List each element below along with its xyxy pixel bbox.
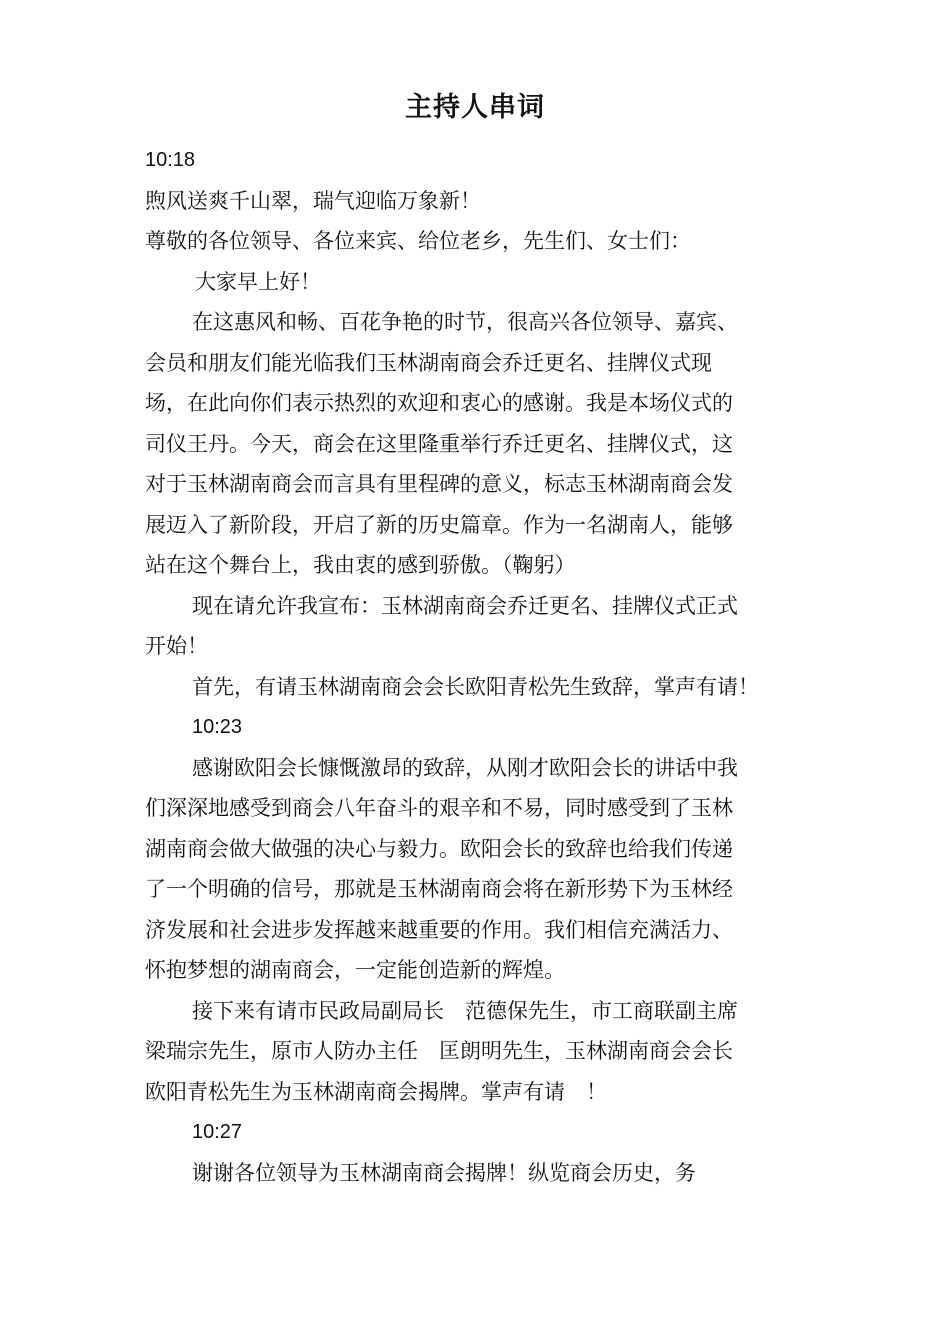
timestamp-3: 10:27 [192,1121,243,1143]
paragraph-line: 开始！ [145,634,208,658]
document-title: 主持人串词 [405,92,545,123]
paragraph-line: 接下来有请市民政局副局长 范德保先生，市工商联副主席 [192,998,738,1023]
paragraph-unveiling [145,991,810,1113]
opening-line: 煦风送爽千山翠，瑞气迎临万象新！ [145,188,481,213]
paragraph-line: 会员和朋友们能光临我们玉林湖南商会乔迁更名、挂牌仪式现 [145,350,712,375]
paragraph-line: 们深深地感受到商会八年奋斗的艰辛和不易，同时感受到了玉林 [145,796,733,820]
timestamp-2: 10:23 [192,716,243,738]
timestamp-1: 10:18 [145,149,196,171]
paragraph-line: 欧阳青松先生为玉林湖南商会揭牌。掌声有请 ！ [145,1079,607,1104]
paragraph-line: 济发展和社会进步发挥越来越重要的作用。我们相信充满活力、 [145,917,733,942]
document-body [145,140,810,1193]
paragraph-closing: 谢谢各位领导为玉林湖南商会揭牌！纵览商会历史，务 [192,1160,696,1185]
paragraph-line: 在这惠风和畅、百花争艳的时节，很高兴各位领导、嘉宾、 [192,310,738,334]
paragraph-invite-speech: 首先，有请玉林湖南商会会长欧阳青松先生致辞，掌声有请！ [192,674,759,699]
paragraph-line: 对于玉林湖南商会而言具有里程碑的意义，标志玉林湖南商会发 [145,472,733,496]
paragraph-line: 梁瑞宗先生，原市人防办主任 匡朗明先生，玉林湖南商会会长 [145,1039,733,1063]
paragraph-thanks [145,748,810,991]
paragraph-line: 了一个明确的信号，那就是玉林湖南商会将在新形势下为玉林经 [145,877,733,901]
paragraph-line: 展迈入了新阶段，开启了新的历史篇章。作为一名湖南人，能够 [145,512,733,537]
paragraph-line: 司仪王丹。今天，商会在这里隆重举行乔迁更名、挂牌仪式，这 [145,431,733,456]
greeting: 大家早上好！ [195,269,321,294]
salutation: 尊敬的各位领导、各位来宾、给位老乡，先生们、女士们： [145,229,691,253]
paragraph-line: 怀抱梦想的湖南商会，一定能创造新的辉煌。 [145,958,565,982]
paragraph-line: 湖南商会做大做强的决心与毅力。欧阳会长的致辞也给我们传递 [145,836,733,861]
paragraph-announcement [145,586,810,667]
paragraph-welcome [145,302,810,586]
paragraph-line: 现在请允许我宣布：玉林湖南商会乔迁更名、挂牌仪式正式 [192,593,738,618]
paragraph-line: 感谢欧阳会长慷慨激昂的致辞，从刚才欧阳会长的讲话中我 [192,755,738,780]
paragraph-line: 站在这个舞台上，我由衷的感到骄傲。（鞠躬） [145,553,576,577]
paragraph-line: 场，在此向你们表示热烈的欢迎和衷心的感谢。我是本场仪式的 [145,391,733,415]
